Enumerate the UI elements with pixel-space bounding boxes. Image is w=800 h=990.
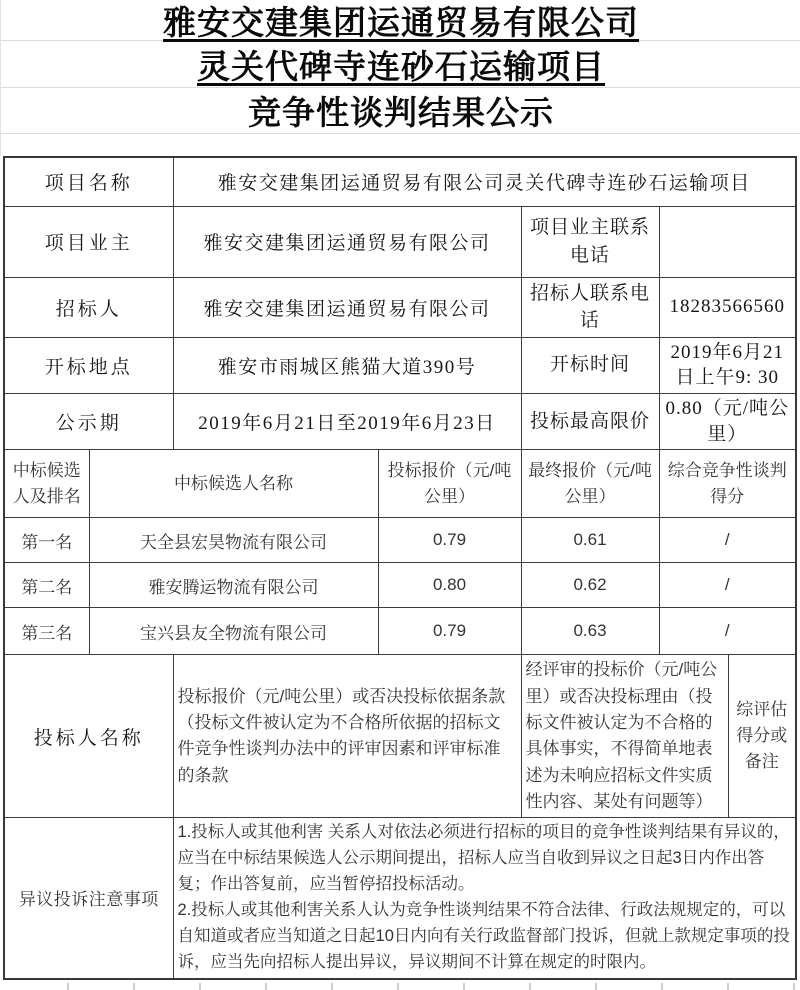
announcement-table — [3, 156, 797, 980]
max-price-label: 投标最高限价 — [521, 393, 659, 449]
table-row — [4, 277, 796, 337]
remark-text: 综评估得分或备注 — [728, 655, 796, 818]
tenderer-phone-label: 招标人联系电话 — [521, 277, 659, 337]
candidate-bid: 0.79 — [378, 608, 521, 655]
objection-content — [173, 818, 796, 979]
table-row — [4, 206, 796, 277]
project-owner-value: 雅安交建集团运通贸易有限公司 — [173, 206, 521, 277]
col-header-final-price: 最终报价（元/吨公里） — [521, 450, 659, 518]
col-header-name: 中标候选人名称 — [89, 450, 378, 518]
publicity-period-label: 公示期 — [4, 393, 173, 449]
bidder-name-label: 投标人名称 — [4, 655, 173, 818]
table-row — [4, 337, 796, 393]
candidates-header-row — [4, 450, 796, 518]
title-line-announcement — [1, 88, 800, 134]
title-announcement-text: 竞争性谈判结果公示 — [248, 96, 554, 132]
bid-opening-place-label: 开标地点 — [4, 337, 173, 393]
objection-label: 异议投诉注意事项 — [4, 818, 173, 979]
candidate-score: / — [659, 608, 796, 655]
candidate-bid: 0.79 — [378, 518, 521, 563]
candidate-rank: 第二名 — [4, 563, 89, 608]
owner-phone-value — [659, 206, 796, 277]
title-company-text: 雅安交建集团运通贸易有限公司 — [163, 5, 639, 42]
candidate-name: 天全县宏昊物流有限公司 — [89, 518, 378, 563]
col-header-rank: 中标候选人及排名 — [4, 450, 89, 518]
candidate-name: 宝兴县友全物流有限公司 — [89, 608, 378, 655]
owner-phone-label: 项目业主联系电话 — [521, 206, 659, 277]
tenderer-phone-value: 18283566560 — [659, 277, 796, 337]
candidate-final: 0.62 — [521, 563, 659, 608]
candidate-row-2 — [4, 563, 796, 608]
candidate-score: / — [659, 563, 796, 608]
sheet-gridline-stubs — [3, 983, 795, 990]
candidate-score: / — [659, 518, 796, 563]
candidate-row-3 — [4, 608, 796, 655]
publicity-period-value: 2019年6月21日至2019年6月23日 — [173, 393, 521, 449]
project-owner-label: 项目业主 — [4, 206, 173, 277]
title-line-project — [1, 41, 800, 88]
candidate-final: 0.61 — [521, 518, 659, 563]
bid-opening-place-value: 雅安市雨城区熊猫大道390号 — [173, 337, 521, 393]
tenderer-label: 招标人 — [4, 277, 173, 337]
project-name-value: 雅安交建集团运通贸易有限公司灵关代碑寺连砂石运输项目 — [173, 157, 796, 206]
candidate-name: 雅安腾运物流有限公司 — [89, 563, 378, 608]
table-row — [4, 157, 796, 206]
candidate-rank: 第三名 — [4, 608, 89, 655]
title-gap — [1, 134, 800, 156]
document-header — [0, 0, 800, 156]
bidder-criteria-row — [4, 655, 796, 818]
objection-paragraph-1: 1.投标人或其他利害 关系人对依法必须进行招标的项目的竞争性谈判结果有异议的，应当在中标结果候选人公示期间提出，招标人应当自收到异议之日起3日内作出答复；作出答复前，应当暂停招投标活动。 — [177, 823, 790, 893]
title-line-company — [1, 0, 800, 41]
col-header-bid-price: 投标报价（元/吨公里） — [378, 450, 521, 518]
review-basis-text: 经评审的投标价（元/吨公里）或否决投标理由（投标文件被认定为不合格的具体事实，不得简单地表述为未响应招标文件实质性内容、某处有问题等） — [521, 655, 728, 818]
title-project-text: 灵关代碑寺连砂石运输项目 — [197, 49, 605, 86]
candidate-row-1 — [4, 518, 796, 563]
max-price-value: 0.80（元/吨公里） — [659, 393, 796, 449]
bid-basis-text: 投标报价（元/吨公里）或否决投标依据条款（投标文件被认定为不合格所依据的招标文件竞争性谈判办法中的评审因素和评审标准的条款 — [173, 655, 521, 818]
objection-paragraph-2: 2.投标人或其他利害关系人认为竞争性谈判结果不符合法律、行政法规规定的，可以自知道或者应当知道之日起10日内向有关行政监督部门投诉，但就上款规定事项的投诉，应当先向招标人提出异议，异议期间不计算在规定的时限内。 — [177, 900, 790, 971]
tenderer-value: 雅安交建集团运通贸易有限公司 — [173, 277, 521, 337]
bid-opening-time-label: 开标时间 — [521, 337, 659, 393]
col-header-score: 综合竞争性谈判得分 — [659, 450, 796, 518]
candidate-rank: 第一名 — [4, 518, 89, 563]
project-name-label: 项目名称 — [4, 157, 173, 206]
table-row — [4, 393, 796, 449]
candidate-final: 0.63 — [521, 608, 659, 655]
objection-notice-row — [4, 818, 796, 979]
candidate-bid: 0.80 — [378, 563, 521, 608]
bid-opening-time-value: 2019年6月21日上午9: 30 — [659, 337, 796, 393]
